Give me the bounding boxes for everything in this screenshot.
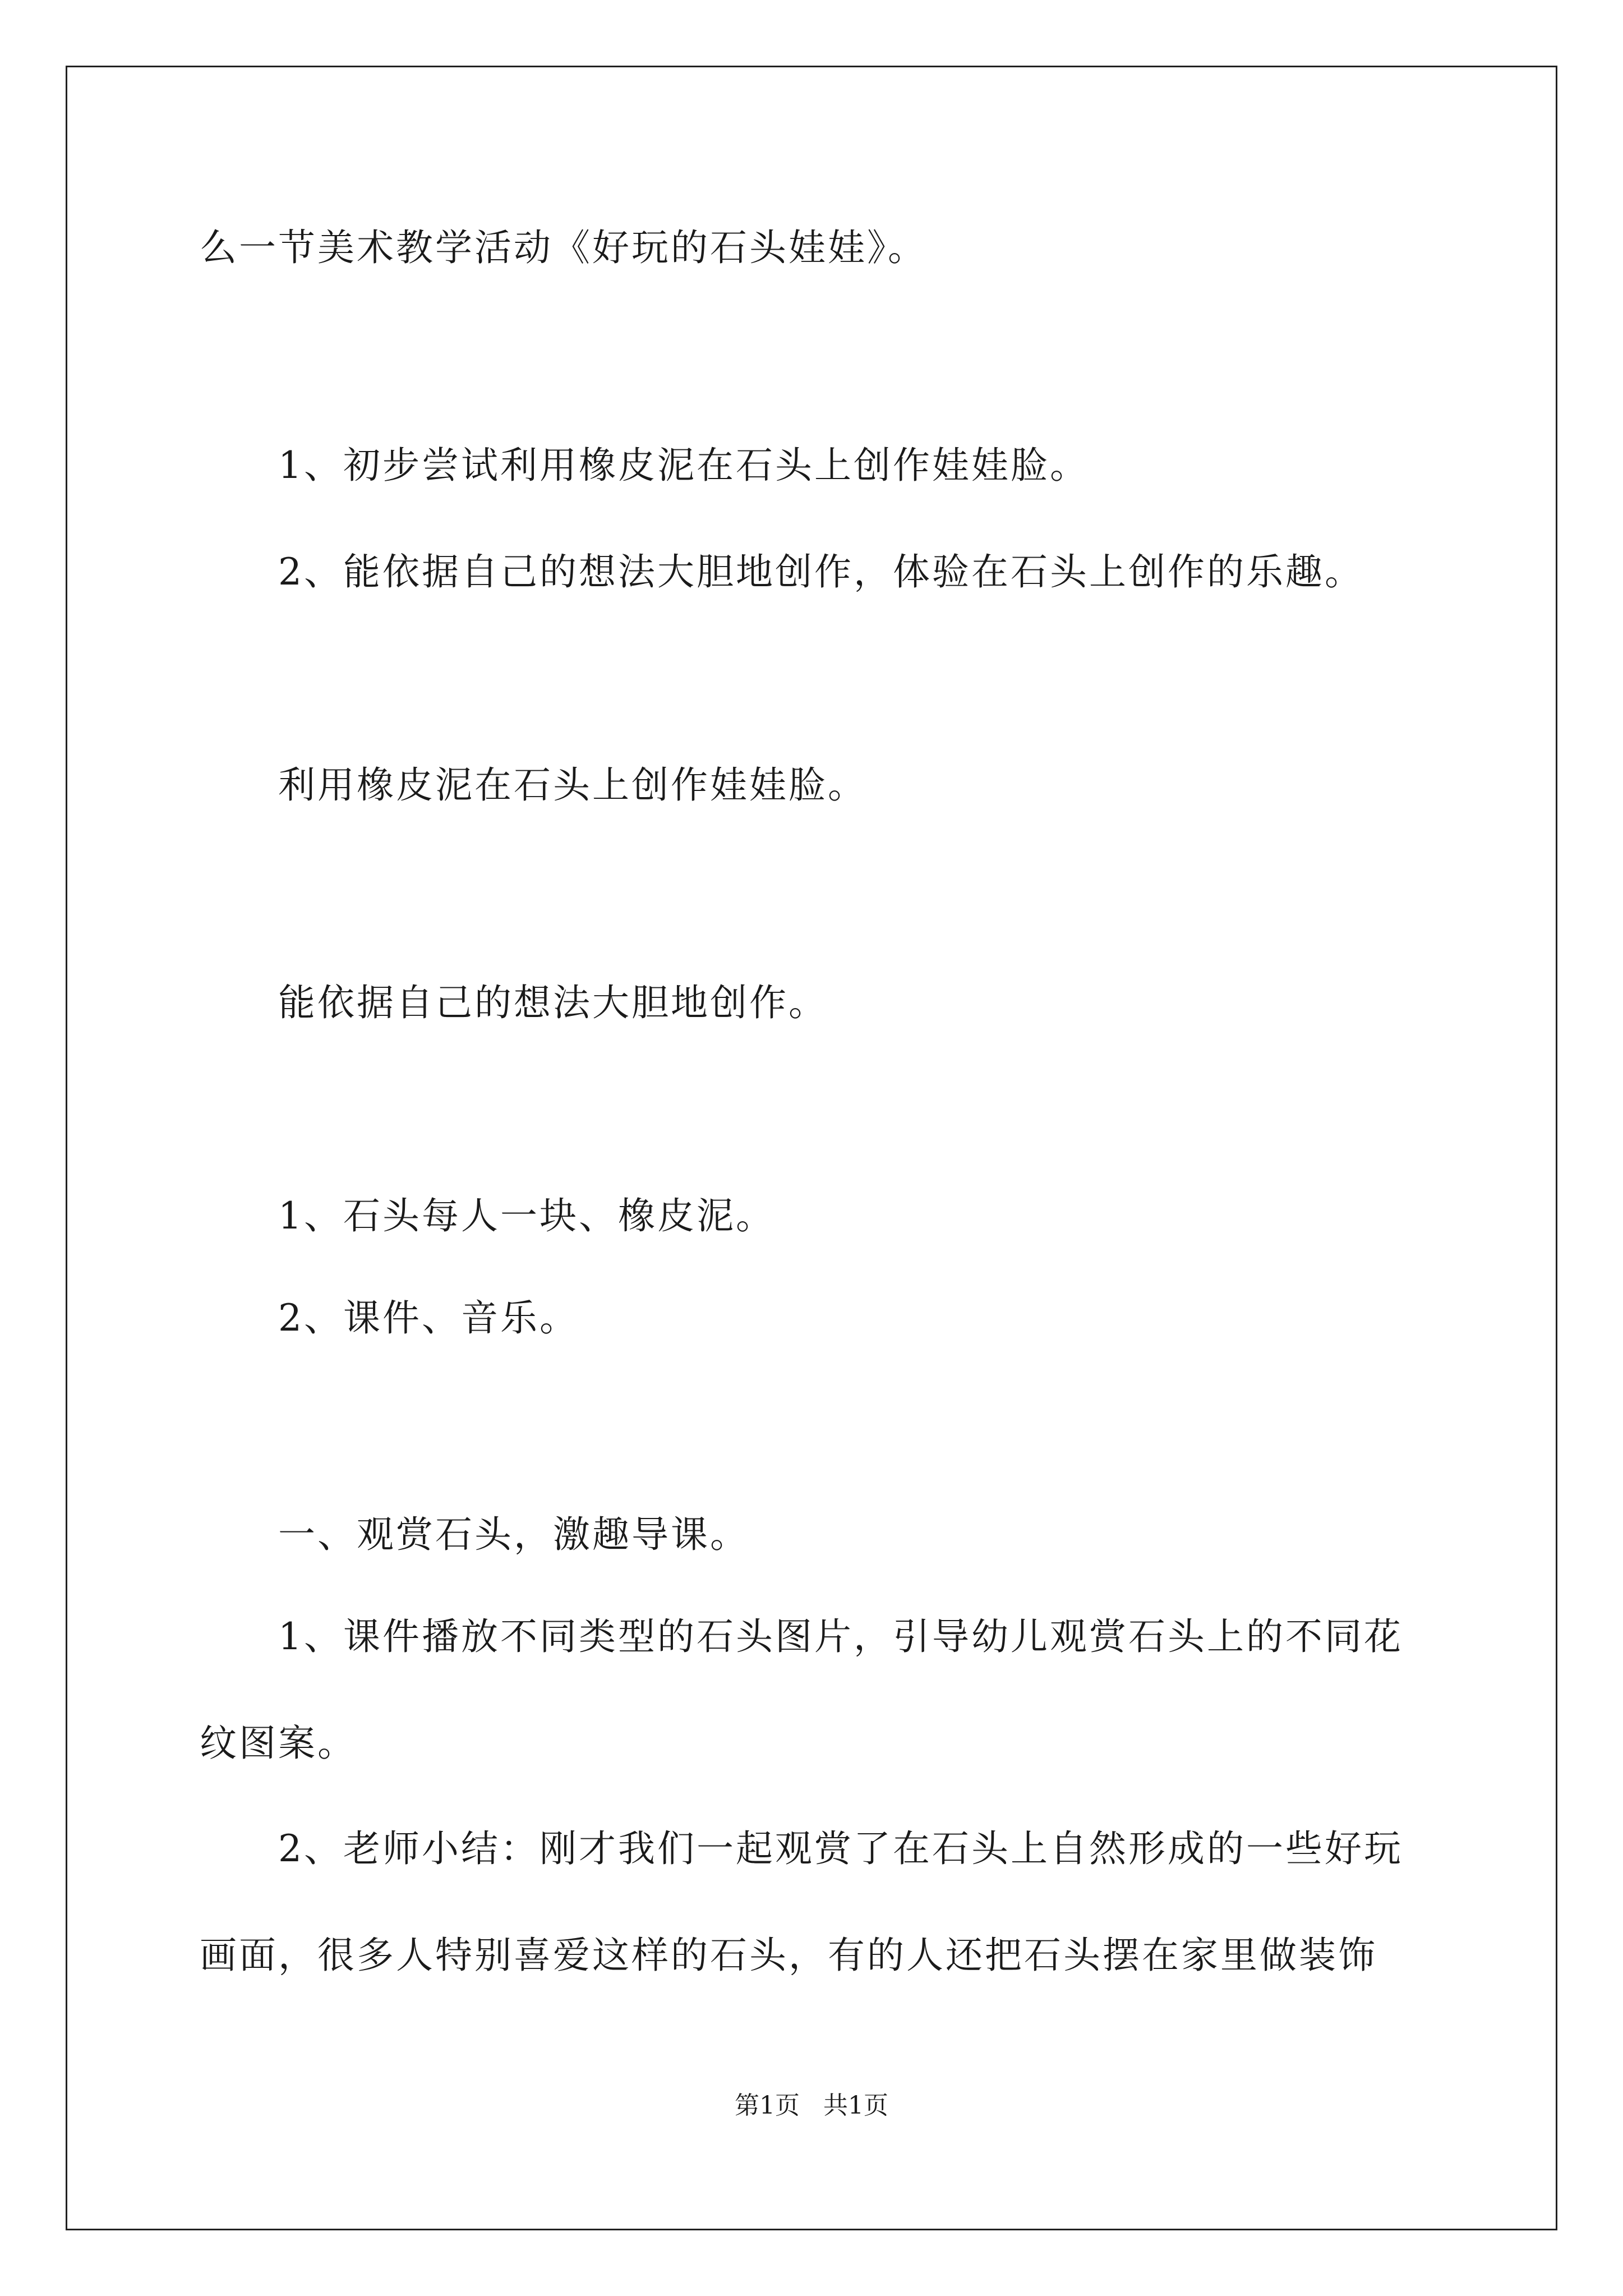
text-line-3: 2、能依据自己的想法大胆地创作，体验在石头上创作的乐趣。 [278, 550, 1364, 593]
text-line-5: 能依据自己的想法大胆地创作。 [278, 981, 828, 1024]
text-line-1: 么一节美术教学活动《好玩的石头娃娃》。 [200, 226, 927, 269]
text-line-6: 1、石头每人一块、橡皮泥。 [278, 1194, 775, 1237]
text-line-4: 利用橡皮泥在石头上创作娃娃脸。 [278, 763, 867, 807]
text-line-10: 纹图案。 [200, 1722, 357, 1765]
text-line-7: 2、课件、音乐。 [278, 1296, 579, 1340]
text-line-11: 2、老师小结：刚才我们一起观赏了在石头上自然形成的一些好玩 [278, 1827, 1403, 1870]
text-line-2: 1、初步尝试利用橡皮泥在石头上创作娃娃脸。 [278, 444, 1089, 487]
text-line-8: 一、观赏石头，激趣导课。 [278, 1513, 749, 1556]
text-line-9: 1、课件播放不同类型的石头图片，引导幼儿观赏石头上的不同花 [278, 1615, 1403, 1658]
page-border [66, 66, 1557, 2230]
text-line-12: 画面，很多人特别喜爱这样的石头，有的人还把石头摆在家里做装饰 [200, 1934, 1377, 1977]
page-footer: 第1页 共1页 [735, 2091, 888, 2120]
